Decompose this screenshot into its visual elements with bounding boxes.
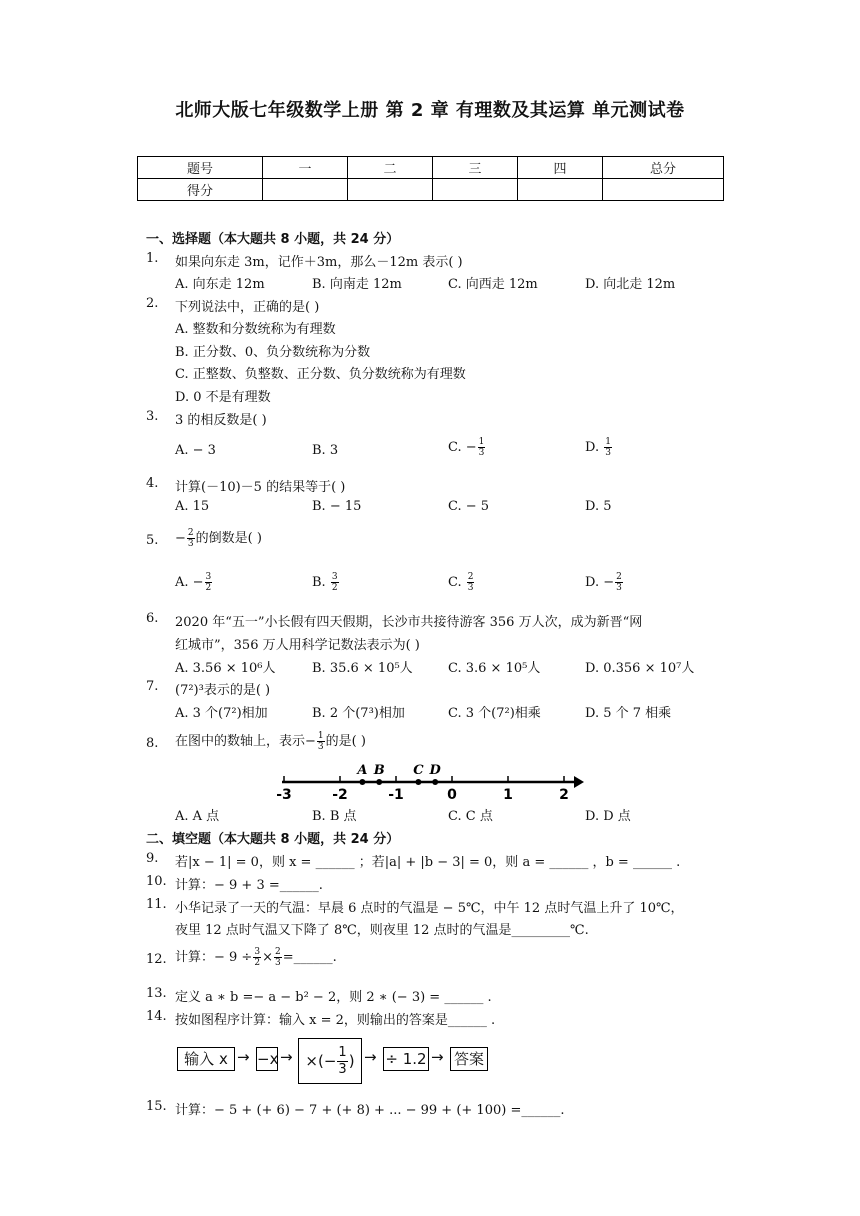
question-stem: 下列说法中，正确的是( ) <box>175 300 320 315</box>
question-stem: (7²)³表示的是( ) <box>175 683 271 698</box>
axis-point <box>415 779 421 785</box>
question-number: 5. <box>146 533 159 548</box>
fraction <box>467 572 475 593</box>
score-cell[interactable] <box>433 179 518 201</box>
question-text[interactable]: 计算：− 5 + (+ 6) − 7 + (+ 8) + ... − 99 + (+ 100) =______. <box>175 1103 565 1118</box>
minus-sign: − <box>175 531 186 546</box>
flow-answer-box: 答案 <box>450 1047 488 1071</box>
option-a[interactable]: A. A 点 <box>175 809 220 824</box>
question-text[interactable]: 计算：− 9 + 3 =______. <box>175 878 323 893</box>
option-c[interactable]: C. 3.6 × 10⁵人 <box>448 661 541 676</box>
numerator: 1 <box>338 1045 347 1060</box>
question-text-line1: 小华记录了一天的气温：早晨 6 点时的气温是 − 5℃，中午 12 点时气温上升了 10℃， <box>175 901 684 916</box>
axis-tick-label: 0 <box>447 787 457 803</box>
axis-tick-label: 1 <box>503 787 513 803</box>
option-b[interactable]: B. 向南走 12m <box>312 277 402 292</box>
option-a[interactable]: A. 整数和分数统称为有理数 <box>175 322 336 337</box>
numerator: 3 <box>205 572 212 582</box>
expr-part: × <box>262 950 273 965</box>
expr-part: =______. <box>282 950 337 965</box>
header-cell: 一 <box>263 157 348 179</box>
question-text[interactable]: 若|x − 1| = 0，则 x = ______ ；若|a| + |b − 3| = 0，则 a = ______ ，b = ______ . <box>175 855 681 870</box>
fraction <box>187 528 195 549</box>
question-number: 3. <box>146 409 159 424</box>
option-b[interactable] <box>312 572 340 593</box>
option-a[interactable] <box>175 572 213 593</box>
option-label: C. − <box>448 440 477 455</box>
option-c[interactable]: C. − 5 <box>448 499 490 514</box>
question-stem: 3 的相反数是( ) <box>175 413 267 428</box>
fraction <box>317 731 325 752</box>
question-number: 7. <box>146 679 159 694</box>
denominator: 3 <box>616 583 622 593</box>
denominator: 3 <box>338 1062 347 1077</box>
option-a[interactable]: A. − 3 <box>175 443 216 458</box>
score-table-header-row <box>138 157 724 179</box>
fraction <box>337 1045 347 1078</box>
header-cell: 三 <box>433 157 518 179</box>
axis-point-label: B <box>373 763 385 778</box>
option-b[interactable]: B. − 15 <box>312 499 362 514</box>
question-stem: 如果向东走 3m，记作＋3m，那么－12m 表示( ) <box>175 255 463 270</box>
question-stem <box>175 730 366 752</box>
option-d[interactable]: D. 0 不是有理数 <box>175 390 271 405</box>
section-heading-fill: 二、填空题（本大题共 8 小题，共 24 分） <box>146 832 400 847</box>
fraction <box>205 572 213 593</box>
question-number: 13. <box>146 986 167 1001</box>
fraction <box>604 437 612 458</box>
option-a[interactable]: A. 15 <box>175 499 210 514</box>
option-c[interactable]: C. 向西走 12m <box>448 277 538 292</box>
flow-divide-box: ÷ 1.2 <box>383 1047 429 1071</box>
flow-input-box: 输入 x <box>177 1047 235 1071</box>
question-number: 8. <box>146 736 159 751</box>
numerator: 2 <box>616 572 622 582</box>
question-number: 15. <box>146 1099 167 1114</box>
option-a[interactable]: A. 向东走 12m <box>175 277 265 292</box>
question-stem <box>175 527 262 549</box>
question-number: 11. <box>146 897 167 912</box>
denominator: 2 <box>254 958 261 968</box>
question-number: 10. <box>146 874 167 889</box>
flow-arrow-icon: → <box>280 1048 293 1066</box>
fraction <box>331 572 339 593</box>
denominator: 3 <box>467 583 474 593</box>
header-cell: 总分 <box>603 157 724 179</box>
axis-tick-label: -3 <box>276 787 292 803</box>
question-number: 1. <box>146 251 159 266</box>
option-d[interactable]: D. 0.356 × 10⁷人 <box>585 661 695 676</box>
score-cell[interactable] <box>348 179 433 201</box>
option-label: D. − <box>585 575 615 590</box>
fraction <box>274 947 282 968</box>
option-b[interactable]: B. 35.6 × 10⁵人 <box>312 661 413 676</box>
stem-text: 的倒数是( ) <box>195 531 262 546</box>
option-label: D. <box>585 440 604 455</box>
axis-point-label: D <box>429 763 441 778</box>
numerator: 1 <box>478 437 485 447</box>
row-label: 得分 <box>138 179 263 201</box>
question-number: 2. <box>146 296 159 311</box>
option-d[interactable]: D. 5 <box>585 499 612 514</box>
denominator: 3 <box>478 448 485 458</box>
option-a[interactable]: A. 3 个(7²)相加 <box>175 706 268 721</box>
axis-point <box>432 779 438 785</box>
question-text-line2[interactable]: 夜里 12 点时气温又下降了 8℃，则夜里 12 点时的气温是_________℃. <box>175 923 589 938</box>
fraction <box>478 437 486 458</box>
fraction <box>253 947 261 968</box>
flow-arrow-icon: → <box>237 1048 250 1066</box>
question-text[interactable]: 按如图程序计算：输入 x = 2，则输出的答案是______ . <box>175 1013 496 1028</box>
question-number: 9. <box>146 851 159 866</box>
flow-arrow-icon: → <box>364 1048 377 1066</box>
axis-point <box>359 779 365 785</box>
score-cell[interactable] <box>263 179 348 201</box>
section-heading-choice: 一、选择题（本大题共 8 小题，共 24 分） <box>146 232 400 247</box>
expr-part: 计算：− 9 ÷ <box>175 950 253 965</box>
axis-tick-label: -2 <box>332 787 348 803</box>
option-label: B. <box>312 575 330 590</box>
question-number: 4. <box>146 476 159 491</box>
option-c[interactable] <box>448 437 486 458</box>
axis-tick-label: -1 <box>388 787 404 803</box>
number-line-figure <box>270 760 590 804</box>
axis-tick-label: 2 <box>559 787 569 803</box>
flow-multiply-box <box>298 1038 362 1084</box>
denominator: 3 <box>605 448 611 458</box>
stem-text: 在图中的数轴上，表示− <box>175 734 316 749</box>
score-table-row <box>138 179 724 201</box>
question-stem: 计算(－10)－5 的结果等于( ) <box>175 480 346 495</box>
flow-multiply-prefix: ×(− <box>305 1052 337 1070</box>
axis-arrow <box>574 776 584 788</box>
numerator: 1 <box>317 731 324 741</box>
option-d[interactable] <box>585 437 613 458</box>
question-number: 6. <box>146 611 159 626</box>
option-b[interactable]: B. 3 <box>312 443 339 458</box>
option-a[interactable]: A. 3.56 × 10⁶人 <box>175 661 276 676</box>
numerator: 3 <box>254 947 261 957</box>
page-title: 北师大版七年级数学上册 第 2 章 有理数及其运算 单元测试卷 <box>175 100 685 121</box>
question-number: 14. <box>146 1009 167 1024</box>
question-number: 12. <box>146 952 167 967</box>
score-table <box>137 156 724 201</box>
header-cell: 题号 <box>138 157 263 179</box>
denominator: 3 <box>274 958 281 968</box>
flow-multiply-suffix: ) <box>348 1052 355 1070</box>
option-c[interactable] <box>448 572 475 593</box>
option-label: C. <box>448 575 466 590</box>
option-b[interactable]: B. B 点 <box>312 809 357 824</box>
option-c[interactable]: C. 正整数、负整数、正分数、负分数统称为有理数 <box>175 367 466 382</box>
question-stem-line2: 红城市”，356 万人用科学记数法表示为( ) <box>175 638 420 653</box>
denominator: 2 <box>205 583 212 593</box>
numerator: 2 <box>274 947 281 957</box>
denominator: 2 <box>331 583 338 593</box>
numerator: 2 <box>467 572 474 582</box>
denominator: 3 <box>317 742 324 752</box>
stem-text: 的是( ) <box>325 734 366 749</box>
option-d[interactable]: D. 5 个 7 相乘 <box>585 706 672 721</box>
option-b[interactable]: B. 2 个(7³)相加 <box>312 706 405 721</box>
axis-point-label: A <box>357 763 368 778</box>
score-cell[interactable] <box>603 179 724 201</box>
option-c[interactable]: C. C 点 <box>448 809 493 824</box>
axis-point <box>376 779 382 785</box>
option-c[interactable]: C. 3 个(7²)相乘 <box>448 706 541 721</box>
header-cell: 二 <box>348 157 433 179</box>
denominator: 3 <box>187 539 194 549</box>
numerator: 3 <box>331 572 338 582</box>
flow-arrow-icon: → <box>431 1048 444 1066</box>
question-text[interactable]: 定义 a ∗ b =− a − b² − 2，则 2 ∗ (− 3) = ______ . <box>175 990 492 1005</box>
numerator: 1 <box>605 437 611 447</box>
flow-negate-box: −x <box>256 1047 278 1071</box>
axis-point-label: C <box>413 763 424 778</box>
option-d[interactable] <box>585 572 624 593</box>
score-cell[interactable] <box>518 179 603 201</box>
question-text[interactable] <box>175 946 337 968</box>
option-b[interactable]: B. 正分数、0、负分数统称为分数 <box>175 345 371 360</box>
option-d[interactable]: D. 向北走 12m <box>585 277 676 292</box>
numerator: 2 <box>187 528 194 538</box>
fraction <box>615 572 623 593</box>
question-stem-line1: 2020 年“五一”小长假有四天假期，长沙市共接待游客 356 万人次，成为新晋“网 <box>175 615 643 630</box>
option-label: A. − <box>175 575 204 590</box>
header-cell: 四 <box>518 157 603 179</box>
option-d[interactable]: D. D 点 <box>585 809 631 824</box>
